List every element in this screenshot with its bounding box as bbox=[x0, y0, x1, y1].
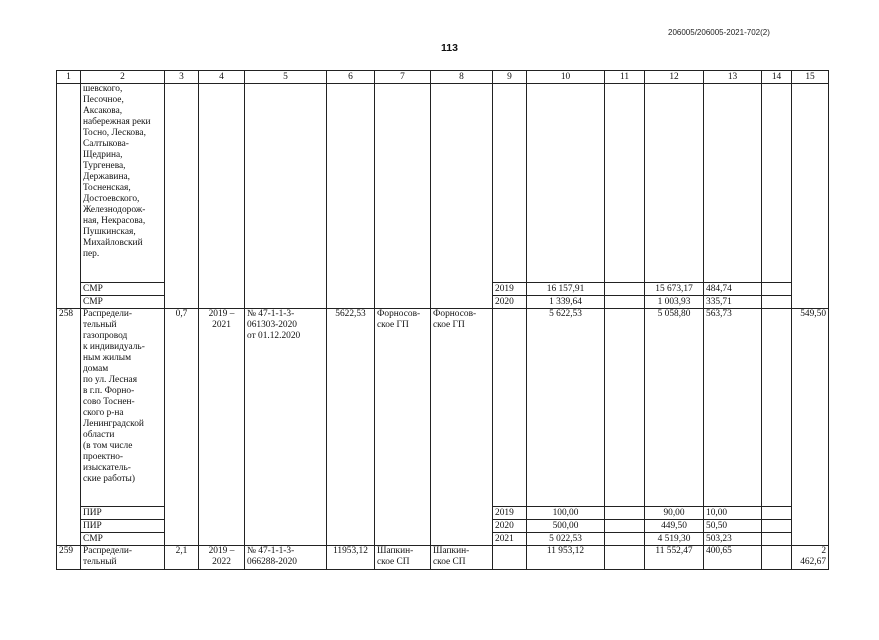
year-cell: 2020 bbox=[493, 296, 527, 309]
column-number-header: 3 bbox=[165, 71, 199, 84]
column-number-header: 7 bbox=[375, 71, 431, 84]
value-cell: 400,65 bbox=[704, 546, 762, 570]
value-cell: 484,74 bbox=[704, 283, 762, 296]
length-cell: 2,1 bbox=[165, 546, 199, 570]
decision-cell: № 47-1-1-3- 066288-2020 bbox=[245, 546, 327, 570]
column-number-header: 14 bbox=[762, 71, 792, 84]
table-row bbox=[57, 309, 829, 507]
value-cell: 15 673,17 bbox=[645, 283, 704, 296]
value-cell: 5 622,53 bbox=[527, 309, 605, 507]
value-cell: 4 519,30 bbox=[645, 533, 704, 546]
value-cell: 503,23 bbox=[704, 533, 762, 546]
column-number-header: 1 bbox=[57, 71, 81, 84]
decision-cell: № 47-1-1-3- 061303-2020 от 01.12.2020 bbox=[245, 309, 327, 546]
value-cell: 2 462,67 bbox=[792, 546, 829, 570]
value-cell: 449,50 bbox=[645, 520, 704, 533]
period-cell: 2019 – 2022 bbox=[199, 546, 245, 570]
column-number-header: 10 bbox=[527, 71, 605, 84]
value-cell: 90,00 bbox=[645, 507, 704, 520]
value-cell: 1 339,64 bbox=[527, 296, 605, 309]
owner-cell: Форносов- ское ГП bbox=[431, 309, 493, 546]
value-cell: 335,71 bbox=[704, 296, 762, 309]
column-number-header: 13 bbox=[704, 71, 762, 84]
column-number-header: 2 bbox=[81, 71, 165, 84]
work-type: ПИР bbox=[81, 507, 165, 520]
work-type: ПИР bbox=[81, 520, 165, 533]
column-number-header: 12 bbox=[645, 71, 704, 84]
value-cell: 100,00 bbox=[527, 507, 605, 520]
row-number: 259 bbox=[57, 546, 81, 570]
value-cell: 5 058,80 bbox=[645, 309, 704, 507]
value-cell: 549,50 bbox=[792, 309, 829, 546]
value-cell: 10,00 bbox=[704, 507, 762, 520]
column-number-header: 9 bbox=[493, 71, 527, 84]
table-row bbox=[57, 84, 829, 283]
column-number-header: 11 bbox=[605, 71, 645, 84]
year-cell: 2019 bbox=[493, 507, 527, 520]
table-row bbox=[57, 546, 829, 570]
value-cell: 11 552,47 bbox=[645, 546, 704, 570]
value-cell: 16 157,91 bbox=[527, 283, 605, 296]
document-id: 206005/206005-2021-702(2) bbox=[668, 28, 770, 37]
work-type: СМР bbox=[81, 296, 165, 309]
column-number-header: 5 bbox=[245, 71, 327, 84]
page-number: 113 bbox=[441, 42, 458, 54]
cost-cell: 11953,12 bbox=[327, 546, 375, 570]
value-cell: 11 953,12 bbox=[527, 546, 605, 570]
work-type: СМР bbox=[81, 283, 165, 296]
item-name: Распредели- тельный bbox=[81, 546, 165, 570]
value-cell: 1 003,93 bbox=[645, 296, 704, 309]
owner-cell: Шапкин- ское СП bbox=[431, 546, 493, 570]
item-name: шевского, Песочное, Аксакова, набережная реки Тосно, Лескова, Салтыкова- Щедрина, Тургенева, Державина, Тосненская, Достоевского, Железнодорож- ная, Некрасова, Пушкинская, Михайловский пер. bbox=[81, 84, 165, 283]
column-number-header: 15 bbox=[792, 71, 829, 84]
year-cell: 2021 bbox=[493, 533, 527, 546]
value-cell: 5 022,53 bbox=[527, 533, 605, 546]
cost-cell: 5622,53 bbox=[327, 309, 375, 546]
row-number: 258 bbox=[57, 309, 81, 546]
value-cell: 500,00 bbox=[527, 520, 605, 533]
data-table bbox=[56, 70, 829, 570]
length-cell: 0,7 bbox=[165, 309, 199, 546]
customer-cell: Шапкин- ское СП bbox=[375, 546, 431, 570]
column-number-row bbox=[57, 71, 829, 84]
value-cell: 50,50 bbox=[704, 520, 762, 533]
year-cell: 2020 bbox=[493, 520, 527, 533]
column-number-header: 6 bbox=[327, 71, 375, 84]
customer-cell: Форносов- ское ГП bbox=[375, 309, 431, 546]
work-type: СМР bbox=[81, 533, 165, 546]
period-cell: 2019 – 2021 bbox=[199, 309, 245, 546]
column-number-header: 8 bbox=[431, 71, 493, 84]
year-cell: 2019 bbox=[493, 283, 527, 296]
column-number-header: 4 bbox=[199, 71, 245, 84]
item-name: Распредели- тельный газопровод к индивидуаль- ным жилым домам по ул. Лесная в г.п. Форно- сово Тоснен- ского р-на Ленинградской области (в том числе проектно- изыскатель- ские работы) bbox=[81, 309, 165, 507]
value-cell: 563,73 bbox=[704, 309, 762, 507]
